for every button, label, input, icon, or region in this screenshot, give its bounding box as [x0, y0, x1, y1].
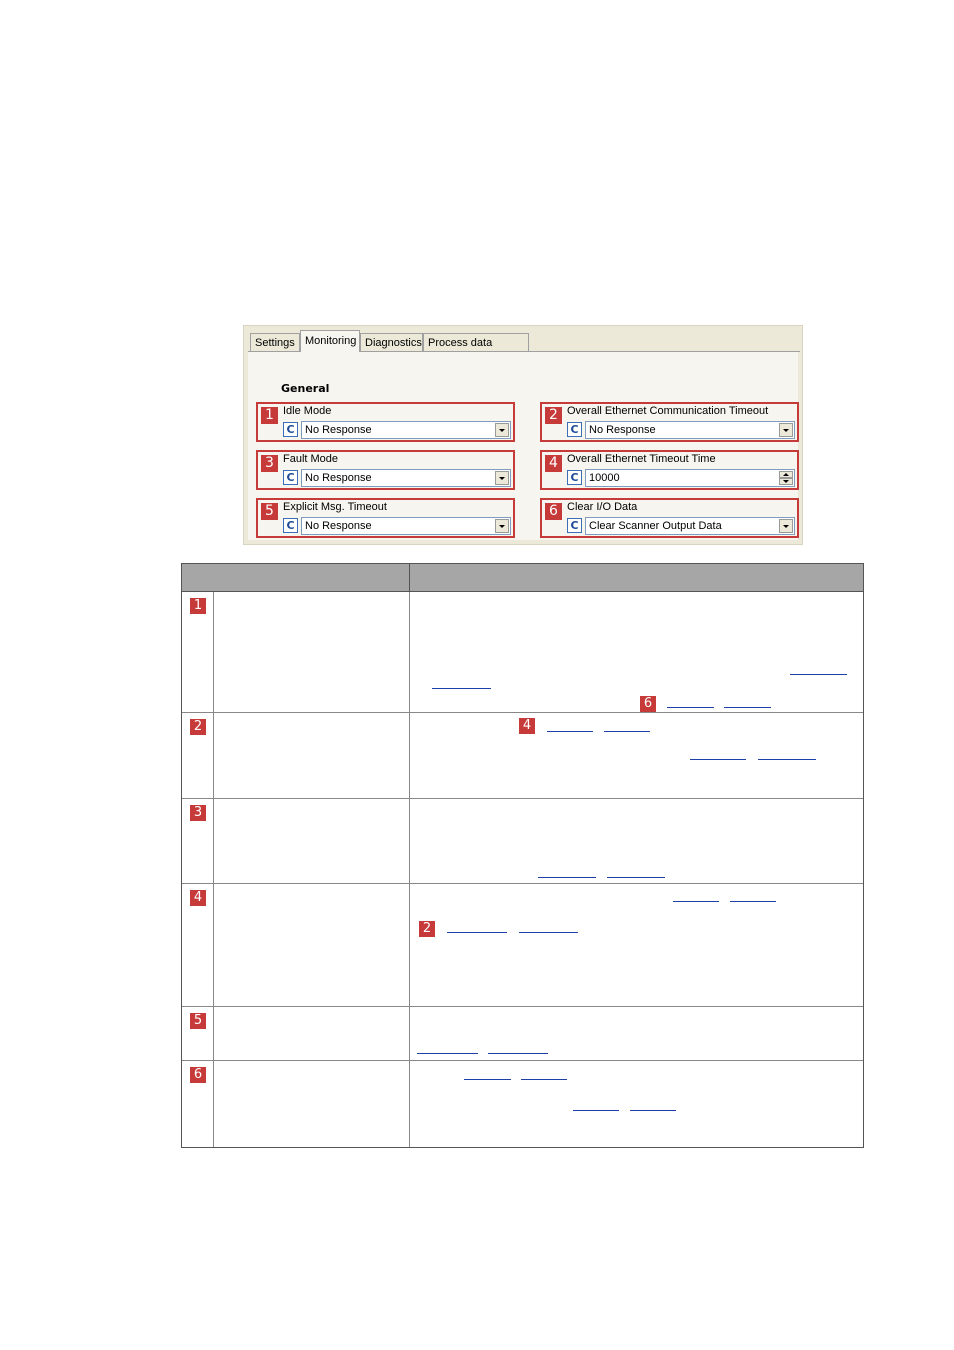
- chevron-down-icon[interactable]: [779, 519, 793, 533]
- cross-reference-link[interactable]: [730, 901, 776, 902]
- explicit-msg-timeout-value: No Response: [305, 520, 372, 532]
- chevron-down-icon[interactable]: [779, 423, 793, 437]
- callout-badge-4: 4: [545, 455, 562, 472]
- parameter-table: [181, 563, 864, 1148]
- explicit-msg-timeout-field: [256, 498, 515, 538]
- section-label-general: General: [281, 382, 330, 395]
- monitoring-panel: [248, 352, 798, 540]
- clear-io-data-value: Clear Scanner Output Data: [589, 520, 722, 532]
- inline-badge-2: 2: [419, 921, 435, 937]
- tab-process-data-objects[interactable]: Process data: [423, 333, 529, 351]
- c-icon: C: [567, 470, 582, 485]
- cross-reference-link[interactable]: [488, 1053, 548, 1054]
- row-badge-2: 2: [190, 719, 206, 735]
- cross-reference-link[interactable]: [724, 707, 771, 708]
- chevron-down-icon[interactable]: [495, 423, 509, 437]
- row-badge-3: 3: [190, 805, 206, 821]
- spin-down-icon[interactable]: [779, 478, 793, 485]
- callout-badge-6: 6: [545, 503, 562, 520]
- table-header: [182, 564, 863, 592]
- idle-mode-value: No Response: [305, 424, 372, 436]
- chevron-down-icon[interactable]: [495, 471, 509, 485]
- cross-reference-link[interactable]: [667, 707, 714, 708]
- inline-badge-4: 4: [519, 718, 535, 734]
- fault-mode-field: [256, 450, 515, 490]
- ethernet-communication-timeout-label: Overall Ethernet Communication Timeout: [567, 405, 769, 417]
- row-badge-5: 5: [190, 1013, 206, 1029]
- c-icon: C: [283, 422, 298, 437]
- c-icon: C: [283, 518, 298, 533]
- explicit-msg-timeout-dropdown[interactable]: [301, 517, 511, 535]
- spin-up-icon[interactable]: [779, 471, 793, 478]
- cross-reference-link[interactable]: [790, 674, 847, 675]
- fault-mode-dropdown[interactable]: [301, 469, 511, 487]
- idle-mode-label: Idle Mode: [283, 405, 332, 417]
- idle-mode-field: [256, 402, 515, 442]
- c-icon: C: [567, 422, 582, 437]
- callout-badge-3: 3: [261, 455, 278, 472]
- fault-mode-label: Fault Mode: [283, 453, 339, 465]
- cross-reference-link[interactable]: [521, 1079, 567, 1080]
- cross-reference-link[interactable]: [417, 1053, 478, 1054]
- c-icon: C: [567, 518, 582, 533]
- cross-reference-link[interactable]: [447, 932, 507, 933]
- tab-monitoring[interactable]: Monitoring: [300, 330, 360, 352]
- clear-io-data-field: [540, 498, 799, 538]
- cross-reference-link[interactable]: [432, 688, 491, 689]
- ethernet-communication-timeout-dropdown[interactable]: [585, 421, 795, 439]
- fault-mode-value: No Response: [305, 472, 372, 484]
- c-icon: C: [283, 470, 298, 485]
- ethernet-timeout-time-spinner[interactable]: [585, 469, 795, 487]
- ethernet-timeout-time-label: Overall Ethernet Timeout Time: [567, 453, 716, 465]
- clear-io-data-label: Clear I/O Data: [567, 501, 638, 513]
- inline-badge-6: 6: [640, 696, 656, 712]
- cross-reference-link[interactable]: [519, 932, 578, 933]
- clear-io-data-dropdown[interactable]: [585, 517, 795, 535]
- cross-reference-link[interactable]: [607, 877, 665, 878]
- ethernet-communication-timeout-value: No Response: [589, 424, 656, 436]
- tab-diagnostics[interactable]: Diagnostics: [360, 333, 423, 351]
- ethernet-communication-timeout-field: [540, 402, 799, 442]
- ethernet-timeout-time-field: [540, 450, 799, 490]
- table-row: [182, 1061, 863, 1147]
- cross-reference-link[interactable]: [547, 731, 593, 732]
- row-badge-1: 1: [190, 598, 206, 614]
- idle-mode-dropdown[interactable]: [301, 421, 511, 439]
- monitoring-dialog: [243, 325, 803, 545]
- cross-reference-link[interactable]: [604, 731, 650, 732]
- table-row: [182, 592, 863, 713]
- cross-reference-link[interactable]: [573, 1110, 619, 1111]
- tab-bar: [248, 330, 800, 352]
- table-row: [182, 713, 863, 799]
- explicit-msg-timeout-label: Explicit Msg. Timeout: [283, 501, 387, 513]
- tab-settings[interactable]: Settings: [250, 333, 300, 351]
- cross-reference-link[interactable]: [673, 901, 719, 902]
- table-row: [182, 884, 863, 1007]
- cross-reference-link[interactable]: [690, 759, 746, 760]
- table-row: [182, 799, 863, 884]
- cross-reference-link[interactable]: [464, 1079, 511, 1080]
- chevron-down-icon[interactable]: [495, 519, 509, 533]
- cross-reference-link[interactable]: [758, 759, 816, 760]
- row-badge-6: 6: [190, 1067, 206, 1083]
- cross-reference-link[interactable]: [630, 1110, 676, 1111]
- ethernet-timeout-time-value[interactable]: 10000: [589, 472, 620, 484]
- cross-reference-link[interactable]: [538, 877, 596, 878]
- callout-badge-2: 2: [545, 407, 562, 424]
- table-row: [182, 1007, 863, 1061]
- callout-badge-5: 5: [261, 503, 278, 520]
- callout-badge-1: 1: [261, 407, 278, 424]
- row-badge-4: 4: [190, 890, 206, 906]
